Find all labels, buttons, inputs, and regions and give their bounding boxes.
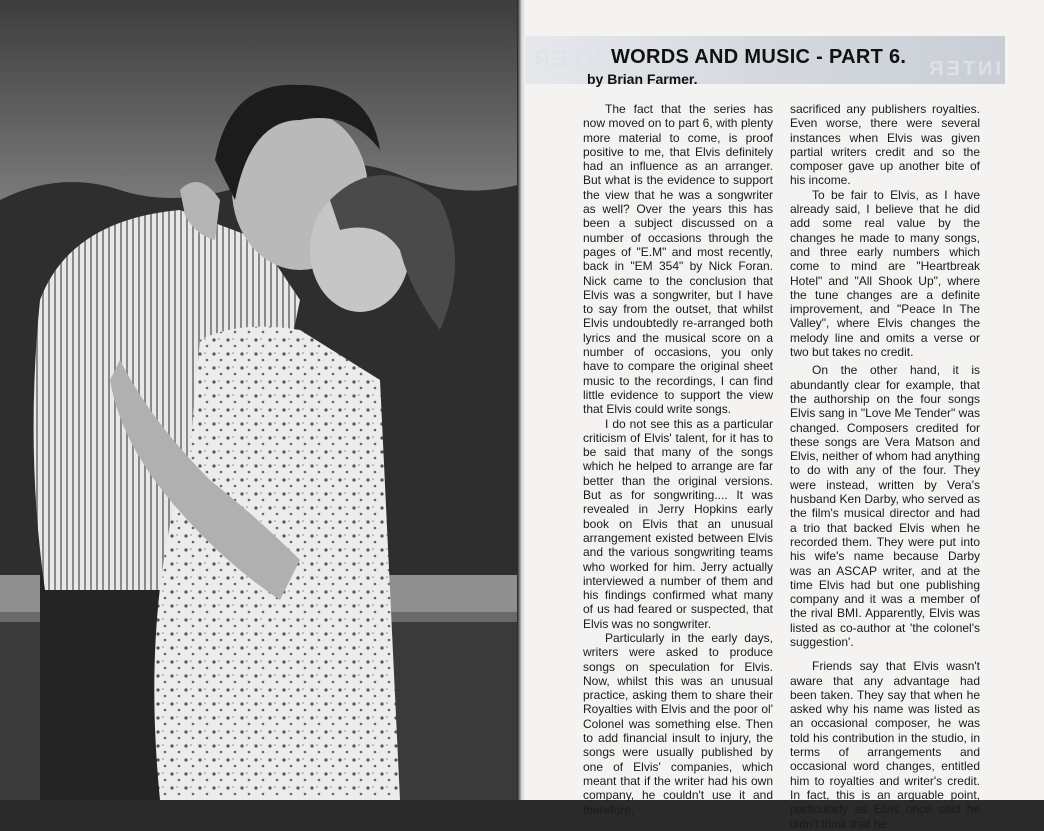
paragraph: I do not see this as a particular criticism of Elvis' talent, for it has to be said that many of the songs which he helped to arrange are far better than the original versions. But as for songwriting.... It was revealed in Jerry Hopkins early book on Elvis that an unusual arrangement existed between Elvis and the various songwriting teams who worked for him. Jerry actually interviewed a number of them and his findings confirmed what many of us had feared or suspected, that Elvis was no songwriter. bbox=[583, 416, 773, 631]
article-page bbox=[525, 0, 1044, 831]
text-column-left bbox=[583, 102, 773, 817]
page-gutter bbox=[517, 0, 525, 800]
bleed-through-text: INTER bbox=[531, 46, 612, 71]
article-title: WORDS AND MUSIC - PART 6. bbox=[611, 46, 907, 68]
paragraph: To be fair to Elvis, as I have already said, I believe that he did add some real value by the changes he made to many songs, and three early numbers which come to mind are "Heartbreak Hotel" and "All Shook Up", where the tune changes are a definite improvement, and "Peace In The Valley", where Elvis changes the melody line and omits a verse or two but takes no credit. bbox=[790, 187, 980, 360]
bleed-through-text-right: INTER bbox=[926, 58, 1001, 80]
paragraph: sacrificed any publishers royalties. Even worse, there were several instances when Elvis was given partial writers credit and so the composer gave up another bite of his income. bbox=[790, 102, 980, 188]
paragraph: Particularly in the early days, writers were asked to produce songs on speculation for Elvis. Now, whilst this was an unusual practice, asking them to share their Royalties with Elvis and the poor ol' Colonel was something else. Then to add financial insult to injury, the songs were usually published by one of Elvis' companies, which meant that if the writer had his own company, he couldn't use it and therefore, bbox=[583, 630, 773, 817]
text-column-right bbox=[790, 102, 980, 831]
paragraph: The fact that the series has now moved on to part 6, with plenty more material to come, is proof positive to me, that Elvis definitely had an influence as an arranger. But what is the evidence to support the view that he was a songwriter as well? Over the years this has been a subject discussed on a number of occasions through the pages of "E.M" and most recently, back in "EM 354" by Nick Foran. Nick came to the conclusion that Elvis was a songwriter, but I have to say from the outset, that whilst Elvis undoubtedly re-arranged both lyrics and the musical score on a number of occasions, you only have to compare the original sheet music to the recordings, I can find little evidence to support the view that Elvis could write songs. bbox=[583, 102, 773, 417]
paragraph: Friends say that Elvis wasn't aware that any advantage had been taken. They say that when he asked why his name was listed as an occasional composer, he was told his contribution in the studio, in terms of arrangements and occasional word changes, entitled him to royalties and writer's credit. In fact, this is an arguable point, particularly as Elvis once said he didn't think that he bbox=[790, 659, 980, 831]
photograph-couple-kissing bbox=[0, 0, 517, 800]
article-byline: by Brian Farmer. bbox=[587, 71, 698, 87]
paragraph-gap bbox=[790, 649, 980, 659]
photo-illustration bbox=[0, 0, 517, 800]
paragraph: On the other hand, it is abundantly clear for example, that the authorship on the four songs Elvis sang in "Love Me Tender" was changed. Composers credited for these songs are Vera Matson and Elvis, neither of whom had anything to do with any of the four. They were instead, written by Vera's husband Ken Darby, who served as the film's musical director and had a trio that backed Elvis when he recorded them. They were put into his wife's name because Darby was an ASCAP writer, and at the time Elvis had but one publishing company and it was a member of the rival BMI. Apparently, Elvis was listed as co-author at 'the colonel's suggestion'. bbox=[790, 363, 980, 649]
